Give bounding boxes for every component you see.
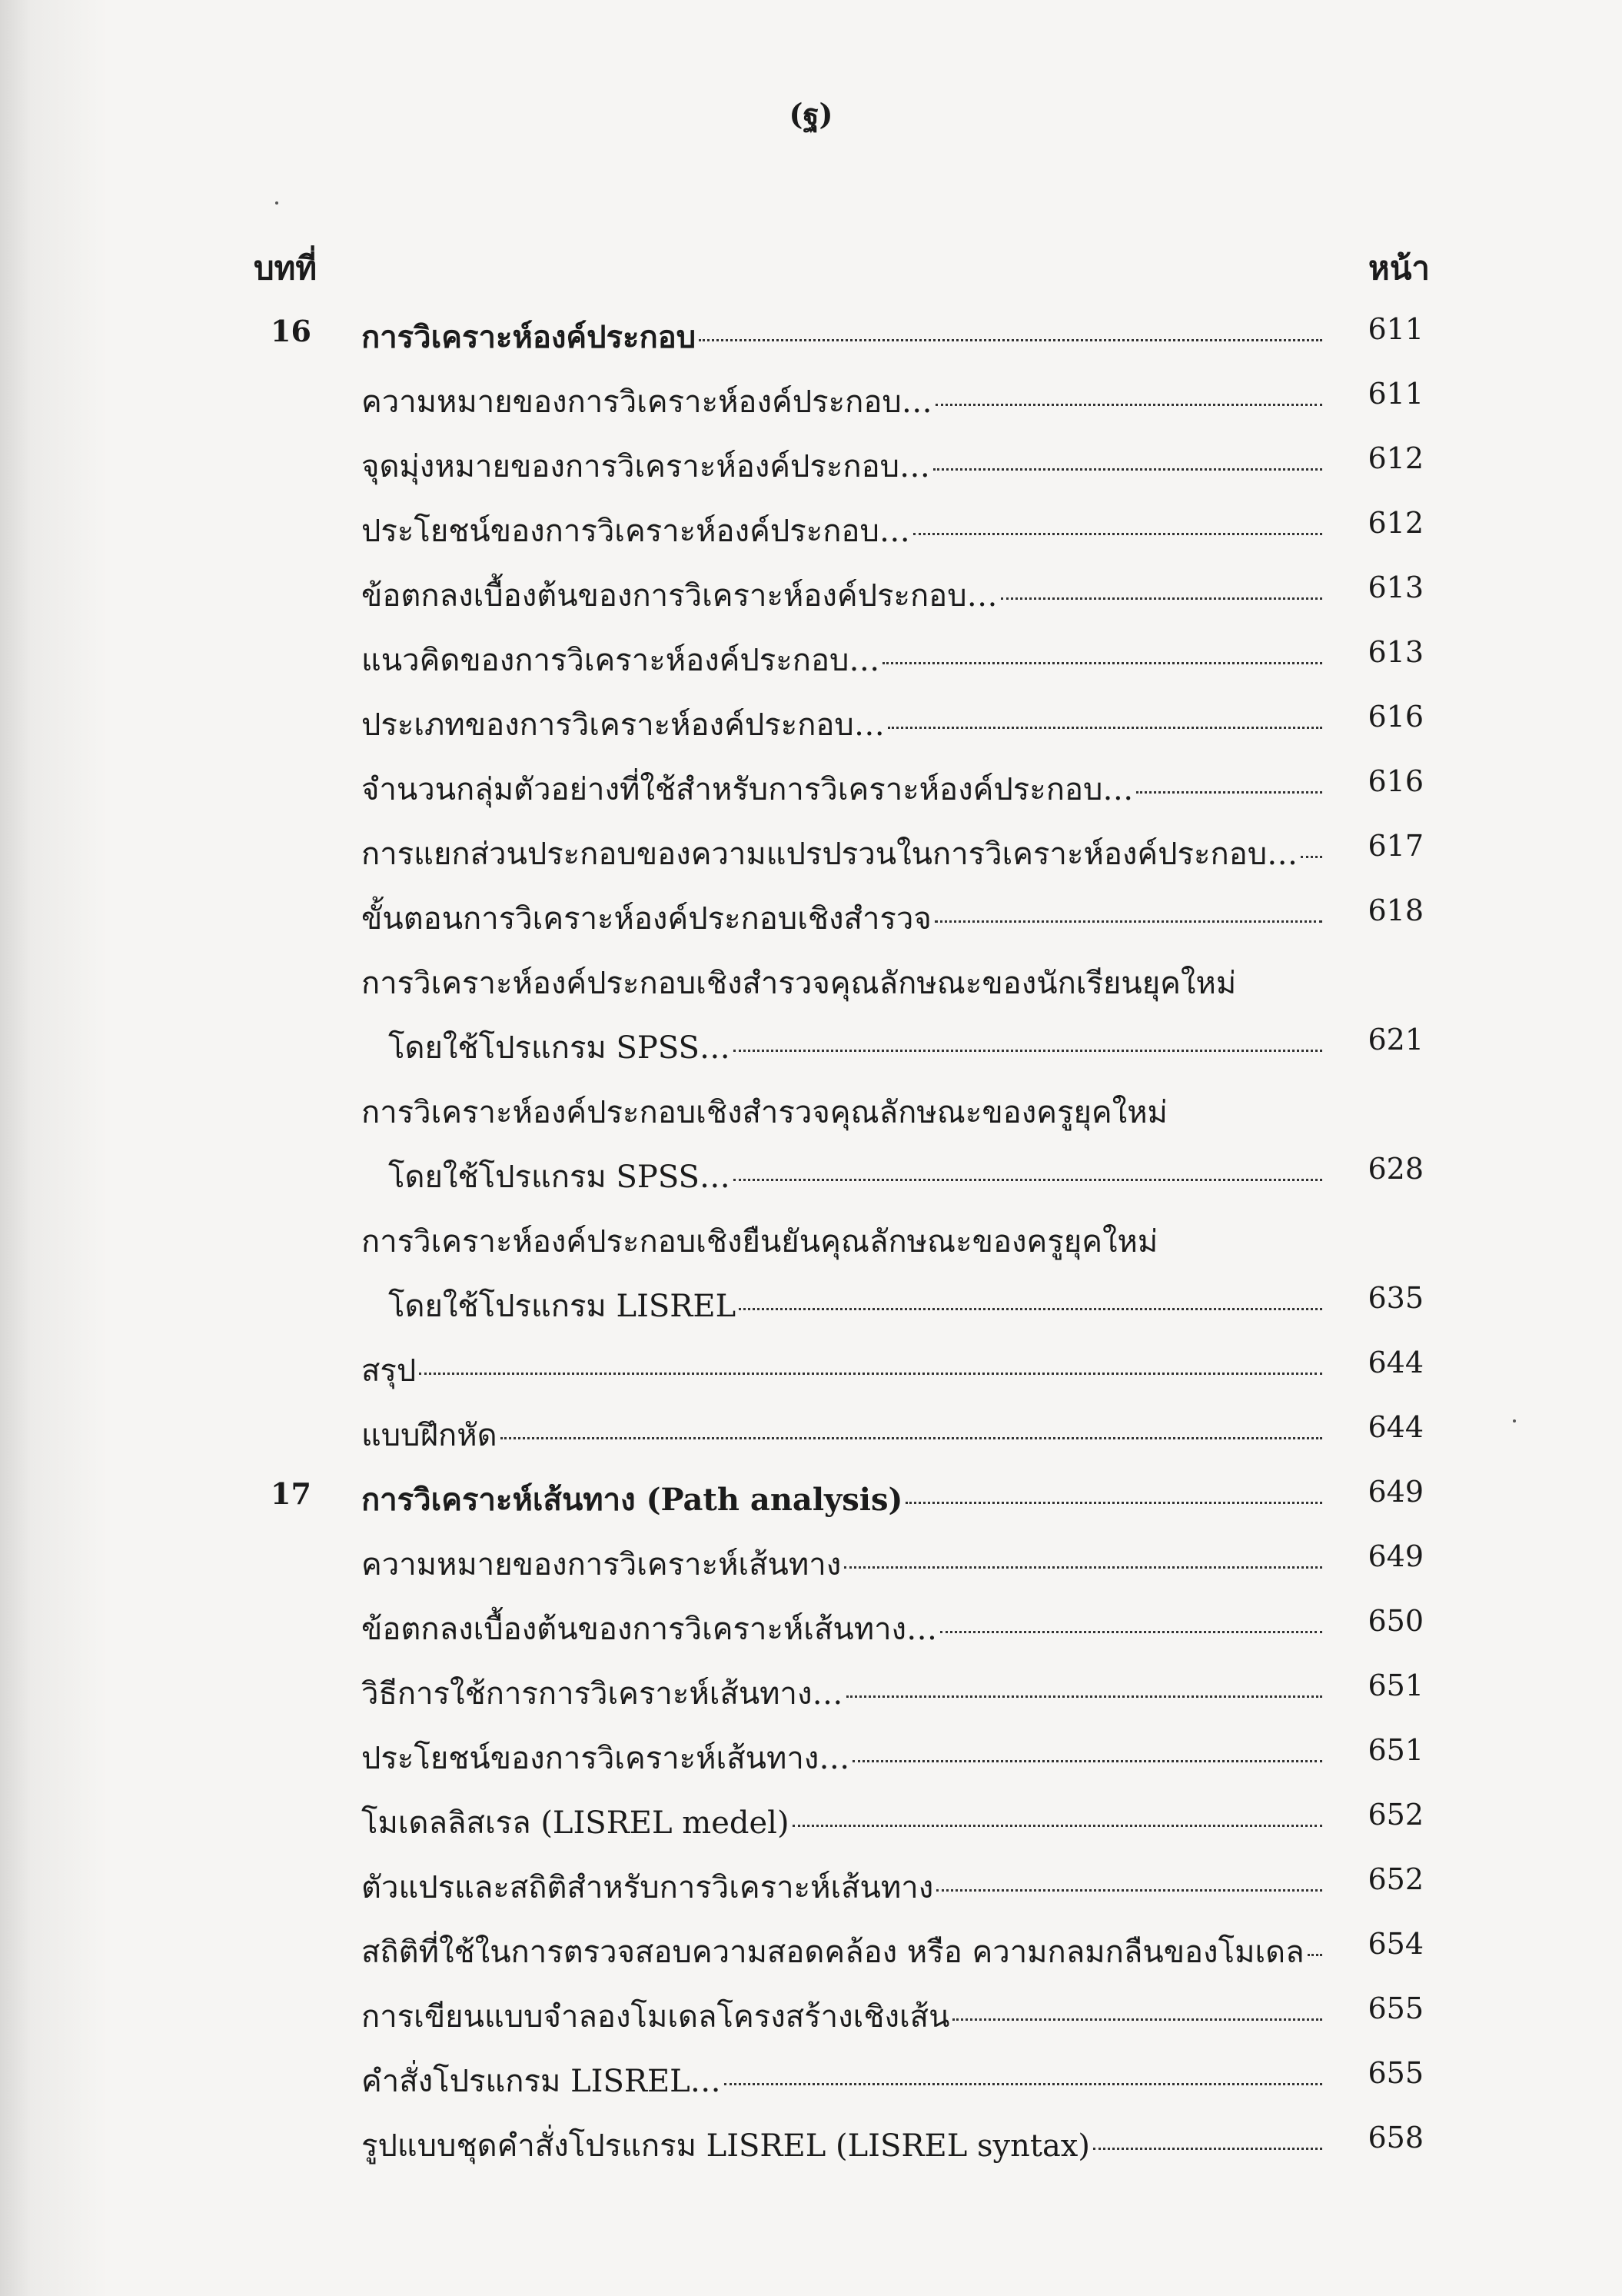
toc-entry — [0, 1721, 1622, 1785]
entry-title-line — [361, 1733, 1322, 1782]
toc-entry — [0, 1850, 1622, 1915]
dot-leader — [935, 920, 1322, 923]
entry-title-line — [361, 2056, 1322, 2105]
entry-title-line — [388, 1023, 1322, 1072]
toc-entry — [0, 1204, 1622, 1269]
entry-title: วิธีการใช้การการวิเคราะห์เส้นทาง… — [361, 1676, 843, 1712]
entry-title: สรุป — [361, 1353, 417, 1389]
page-number: 644 — [1368, 1346, 1424, 1379]
page-number: 628 — [1368, 1152, 1424, 1186]
toc-entry — [0, 687, 1622, 752]
page-column-header: หน้า — [1368, 249, 1430, 287]
entry-title-line — [361, 571, 1322, 620]
toc-entry — [0, 623, 1622, 687]
chapter-number: 17 — [271, 1476, 311, 1511]
entry-title-line — [361, 1798, 1322, 1847]
entry-title-line — [361, 1475, 1322, 1524]
page-number: 654 — [1368, 1927, 1424, 1961]
entry-title: ขั้นตอนการวิเคราะห์องค์ประกอบเชิงสำรวจ — [361, 901, 932, 937]
entry-title-line — [361, 1087, 1322, 1136]
entry-title: การเขียนแบบจำลองโมเดลโครงสร้างเชิงเส้น — [361, 1999, 950, 2035]
dot-leader — [733, 1179, 1322, 1181]
entry-title-line — [361, 829, 1322, 878]
toc-entry — [0, 1075, 1622, 1140]
dot-leader — [888, 727, 1322, 729]
entry-title: การวิเคราะห์องค์ประกอบเชิงสำรวจคุณลักษณะของครูยุคใหม่ — [361, 1095, 1168, 1130]
page-number: 655 — [1368, 2056, 1424, 2090]
toc-entry — [0, 817, 1622, 881]
page-number-mark: (ฐ) — [789, 97, 833, 131]
entry-title: จุดมุ่งหมายของการวิเคราะห์องค์ประกอบ… — [361, 449, 930, 484]
entry-title-line — [361, 312, 1322, 361]
entry-title: การแยกส่วนประกอบของความแปรปรวนในการวิเคราะห์องค์ประกอบ… — [361, 837, 1298, 872]
entry-title: ตัวแปรและสถิติสำหรับการวิเคราะห์เส้นทาง — [361, 1870, 934, 1905]
entry-title-line — [361, 1862, 1322, 1912]
toc-entry — [0, 2044, 1622, 2108]
entry-title: ความหมายของการวิเคราะห์องค์ประกอบ… — [361, 384, 932, 420]
entry-title-line — [361, 893, 1322, 943]
dot-leader — [1136, 791, 1322, 794]
toc-entry — [0, 429, 1622, 494]
page-number: 616 — [1368, 764, 1424, 798]
entry-title-line — [361, 1539, 1322, 1589]
dot-leader — [500, 1437, 1322, 1439]
toc-entry — [0, 1269, 1622, 1333]
entry-title: แนวคิดของการวิเคราะห์องค์ประกอบ… — [361, 643, 880, 678]
page-number: 652 — [1368, 1798, 1424, 1832]
entry-title: การวิเคราะห์องค์ประกอบ — [361, 319, 696, 355]
toc-entry — [0, 494, 1622, 558]
scan-speck — [1513, 1419, 1516, 1423]
entry-title-line — [361, 635, 1322, 684]
dot-leader — [940, 1631, 1322, 1633]
dot-leader — [1308, 1954, 1322, 1956]
entry-title: โดยใช้โปรแกรม SPSS… — [388, 1030, 730, 1066]
entry-title-line — [361, 506, 1322, 555]
dot-leader — [952, 2018, 1322, 2021]
page-number: 635 — [1368, 1281, 1424, 1315]
scan-speck — [275, 201, 278, 205]
chapter-column-header: บทที่ — [254, 249, 317, 287]
toc-entry — [0, 1592, 1622, 1656]
page-number: 611 — [1368, 377, 1424, 411]
entry-title-line — [361, 1410, 1322, 1459]
dot-leader — [733, 1050, 1322, 1052]
toc-entry — [0, 1915, 1622, 1979]
entry-title: โดยใช้โปรแกรม SPSS… — [388, 1160, 730, 1195]
dot-leader — [793, 1825, 1322, 1827]
dot-leader — [846, 1695, 1322, 1698]
page-number: 644 — [1368, 1410, 1424, 1444]
toc-entry — [0, 1656, 1622, 1721]
page-number: 613 — [1368, 635, 1424, 669]
entry-title: สถิติที่ใช้ในการตรวจสอบความสอดคล้อง หรือ ความกลมกลืนของโมเดล — [361, 1935, 1305, 1970]
entry-title-line — [361, 700, 1322, 749]
entry-title-line — [361, 764, 1322, 814]
toc-entry — [0, 364, 1622, 429]
dot-leader — [913, 533, 1322, 535]
page-number: 655 — [1368, 1992, 1424, 2025]
entry-title: โดยใช้โปรแกรม LISREL — [388, 1289, 736, 1324]
dot-leader — [906, 1502, 1322, 1504]
page-number: 651 — [1368, 1733, 1424, 1767]
entry-title: ประโยชน์ของการวิเคราะห์องค์ประกอบ… — [361, 514, 910, 549]
page-number: 617 — [1368, 829, 1424, 863]
entry-title-line — [361, 1604, 1322, 1653]
toc-entry — [0, 558, 1622, 623]
entry-title-line — [361, 1346, 1322, 1395]
entry-title: คำสั่งโปรแกรม LISREL… — [361, 2064, 721, 2099]
dot-leader — [936, 404, 1322, 406]
entry-title: ประเภทของการวิเคราะห์องค์ประกอบ… — [361, 707, 885, 743]
dot-leader — [1093, 2148, 1322, 2150]
entry-title: การวิเคราะห์เส้นทาง (Path analysis) — [361, 1482, 903, 1518]
entry-title-line — [361, 441, 1322, 491]
entry-title-line — [361, 958, 1322, 1007]
page-number: 652 — [1368, 1862, 1424, 1896]
entry-title-line — [388, 1281, 1322, 1330]
toc-entry — [0, 946, 1622, 1010]
toc-entry — [0, 300, 1622, 364]
dot-leader — [844, 1566, 1322, 1569]
dot-leader — [724, 2083, 1322, 2085]
dot-leader — [1301, 856, 1322, 858]
page-number: 658 — [1368, 2121, 1424, 2155]
page-number: 649 — [1368, 1475, 1424, 1509]
toc-entry — [0, 1333, 1622, 1398]
toc-entry — [0, 1398, 1622, 1462]
page-number: 621 — [1368, 1023, 1424, 1056]
page-number: 612 — [1368, 506, 1424, 540]
toc-entry — [0, 1785, 1622, 1850]
toc-entry — [0, 752, 1622, 817]
toc-entry — [0, 1979, 1622, 2044]
entry-title-line — [361, 1669, 1322, 1718]
toc-entry — [0, 1140, 1622, 1204]
dot-leader — [936, 1889, 1322, 1892]
page-number: 649 — [1368, 1539, 1424, 1573]
dot-leader — [699, 339, 1322, 341]
entry-title: แบบฝึกหัด — [361, 1418, 497, 1453]
dot-leader — [739, 1308, 1322, 1310]
chapter-number: 16 — [271, 314, 311, 348]
entry-title-line — [361, 1927, 1322, 1976]
entry-title: ข้อตกลงเบื้องต้นของการวิเคราะห์เส้นทาง… — [361, 1612, 938, 1647]
entry-title: การวิเคราะห์องค์ประกอบเชิงยืนยันคุณลักษณะของครูยุคใหม่ — [361, 1224, 1158, 1259]
page-number: 651 — [1368, 1669, 1424, 1702]
page-number: 613 — [1368, 571, 1424, 604]
entry-title-line — [361, 377, 1322, 426]
toc-entry — [0, 1462, 1622, 1527]
entry-title-line — [361, 1992, 1322, 2041]
page-number: 618 — [1368, 893, 1424, 927]
entry-title: ข้อตกลงเบื้องต้นของการวิเคราะห์องค์ประกอบ… — [361, 578, 998, 614]
entry-title-line — [361, 1216, 1322, 1266]
dot-leader — [853, 1760, 1322, 1762]
toc-entry — [0, 2108, 1622, 2173]
toc-entry — [0, 1010, 1622, 1075]
entry-title-line — [361, 2121, 1322, 2170]
dot-leader — [933, 468, 1322, 471]
page-number: 616 — [1368, 700, 1424, 734]
page-number: 650 — [1368, 1604, 1424, 1638]
entry-title: จำนวนกลุ่มตัวอย่างที่ใช้สำหรับการวิเคราะห์องค์ประกอบ… — [361, 772, 1134, 807]
toc-entry — [0, 1527, 1622, 1592]
dot-leader — [1001, 597, 1322, 600]
entry-title: รูปแบบชุดคำสั่งโปรแกรม LISREL (LISREL syntax) — [361, 2128, 1090, 2164]
entry-title: การวิเคราะห์องค์ประกอบเชิงสำรวจคุณลักษณะของนักเรียนยุคใหม่ — [361, 966, 1237, 1001]
table-of-contents — [0, 300, 1622, 2173]
toc-entry — [0, 881, 1622, 946]
page-number: 612 — [1368, 441, 1424, 475]
entry-title: ความหมายของการวิเคราะห์เส้นทาง — [361, 1547, 842, 1582]
dot-leader — [882, 662, 1322, 664]
entry-title-line — [388, 1152, 1322, 1201]
entry-title: โมเดลลิสเรล (LISREL medel) — [361, 1805, 789, 1841]
dot-leader — [419, 1373, 1322, 1375]
page-number: 611 — [1368, 312, 1424, 346]
entry-title: ประโยชน์ของการวิเคราะห์เส้นทาง… — [361, 1741, 850, 1776]
